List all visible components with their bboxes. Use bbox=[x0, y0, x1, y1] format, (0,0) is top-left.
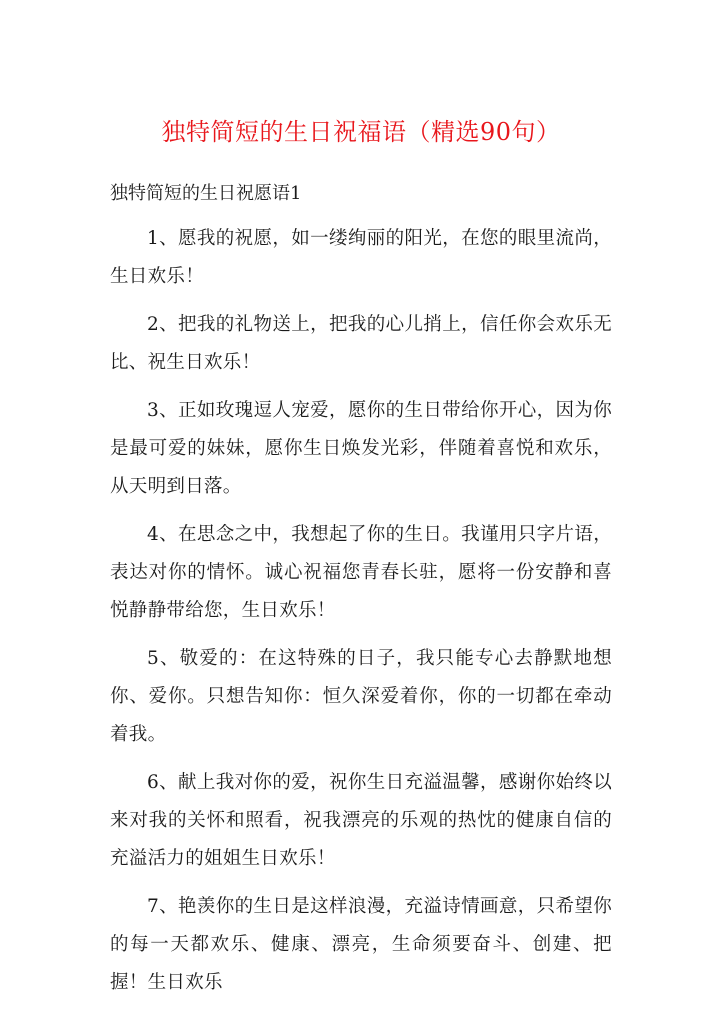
paragraph-4: 4、在思念之中，我想起了你的生日。我谨用只字片语，表达对你的情怀。诚心祝福您青春长驻，愿将一份安静和喜悦静静带给您，生日欢乐！ bbox=[110, 524, 612, 621]
paragraph-7: 7、艳羡你的生日是这样浪漫，充溢诗情画意，只希望你的每一天都欢乐、健康、漂亮，生命须要奋斗、创建、把握！生日欢乐 bbox=[110, 896, 612, 993]
document-title: 独特简短的生日祝福语（精选90句） bbox=[161, 118, 561, 146]
paragraph-1: 1、愿我的祝愿，如一缕绚丽的阳光，在您的眼里流尚，生日欢乐！ bbox=[110, 228, 612, 287]
paragraph-2: 2、把我的礼物送上，把我的心儿捎上，信任你会欢乐无比、祝生日欢乐！ bbox=[110, 314, 612, 373]
paragraph-6: 6、献上我对你的爱，祝你生日充溢温馨，感谢你始终以来对我的关怀和照看，祝我漂亮的乐观的热忱的健康自信的充溢活力的姐姐生日欢乐！ bbox=[110, 772, 612, 869]
section-heading: 独特简短的生日祝愿语1 bbox=[110, 183, 302, 204]
paragraph-5: 5、敬爱的：在这特殊的日子，我只能专心去静默地想你、爱你。只想告知你：恒久深爱着你，你的一切都在牵动着我。 bbox=[110, 648, 612, 745]
paragraph-3: 3、正如玫瑰逗人宠爱，愿你的生日带给你开心，因为你是最可爱的妹妹，愿你生日焕发光彩，伴随着喜悦和欢乐，从天明到日落。 bbox=[110, 400, 612, 497]
paragraph-list bbox=[110, 220, 612, 1002]
